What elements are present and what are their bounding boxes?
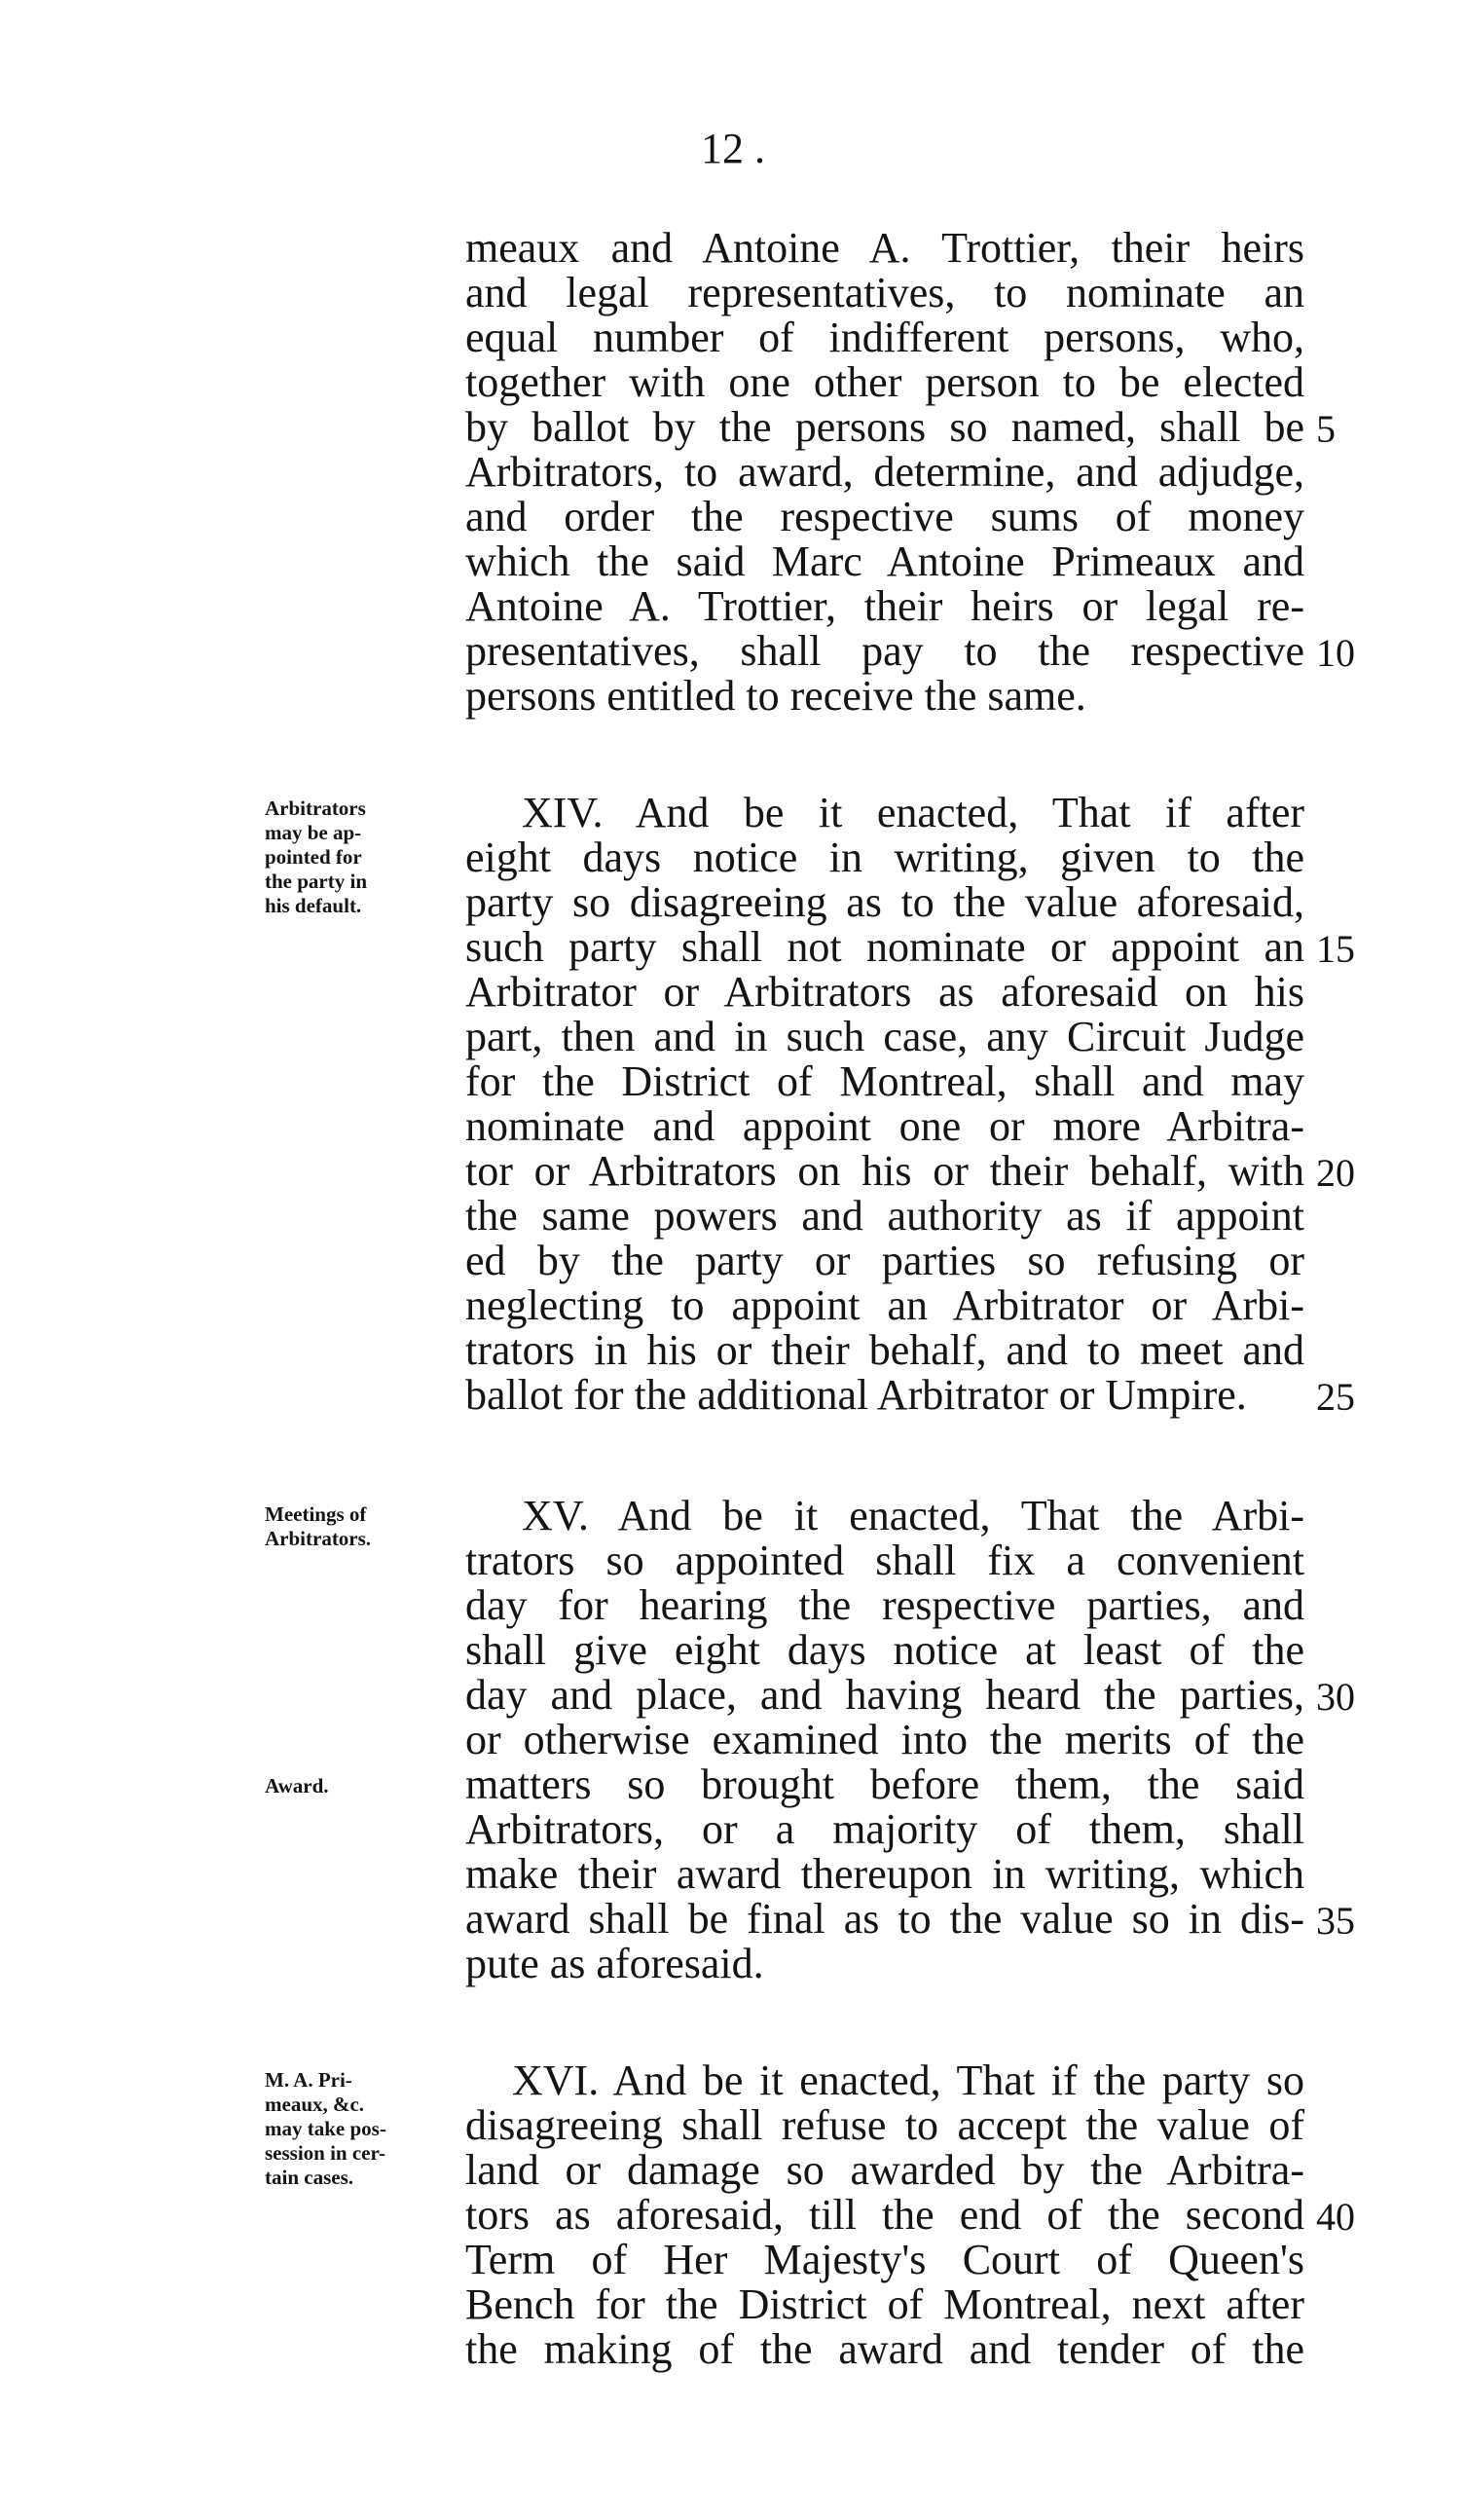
margin-note-line: pointed for xyxy=(265,845,362,869)
text-line: Arbitrators, to award, determine, and adjudge, xyxy=(465,448,1304,496)
text-line: the making of the award and tender of the xyxy=(465,2325,1304,2373)
text-line: the same powers and authority as if appoint xyxy=(465,1192,1304,1240)
text-line: part, then and in such case, any Circuit Judge xyxy=(465,1013,1304,1060)
text-line: ed by the party or parties so refusing or xyxy=(465,1237,1304,1284)
text-line: trators so appointed shall fix a convenient xyxy=(465,1537,1304,1584)
text-line: trators in his or their behalf, and to meet and xyxy=(465,1326,1304,1374)
text-line: presentatives, shall pay to the respective xyxy=(465,627,1304,675)
margin-note-arbitrators-default xyxy=(265,797,459,918)
text-line: pute as aforesaid. xyxy=(465,1940,764,1987)
text-line: ballot for the additional Arbitrator or Umpire. xyxy=(465,1371,1247,1419)
text-line: XIV. And be it enacted, That if after xyxy=(522,789,1304,836)
text-line: XVI. And be it enacted, That if the party so xyxy=(512,2057,1304,2104)
line-number: 30 xyxy=(1316,1675,1355,1719)
text-line: day and place, and having heard the parties, xyxy=(465,1671,1304,1719)
text-line: Term of Her Majesty's Court of Queen's xyxy=(465,2236,1304,2283)
margin-note-line: Arbitrators xyxy=(265,797,366,820)
margin-note-line: may be ap- xyxy=(265,821,362,844)
margin-note-line: Meetings of xyxy=(265,1502,367,1526)
text-line: and order the respective sums of money xyxy=(465,493,1304,540)
margin-note-line: session in cer- xyxy=(265,2141,386,2165)
text-line: such party shall not nominate or appoint an xyxy=(465,923,1304,971)
margin-note-line: his default. xyxy=(265,894,362,917)
text-line: tors as aforesaid, till the end of the second xyxy=(465,2191,1304,2239)
text-line: or otherwise examined into the merits of the xyxy=(465,1716,1304,1763)
margin-note-line: Arbitrators. xyxy=(265,1527,372,1550)
line-number: 35 xyxy=(1316,1899,1355,1943)
margin-note-line: may take pos- xyxy=(265,2117,386,2140)
line-number: 15 xyxy=(1316,927,1355,971)
text-line: day for hearing the respective parties, and xyxy=(465,1581,1304,1629)
text-line: award shall be final as to the value so in dis- xyxy=(465,1895,1304,1943)
text-line: shall give eight days notice at least of the xyxy=(465,1626,1304,1674)
margin-note-line: M. A. Pri- xyxy=(265,2068,352,2092)
margin-note-award xyxy=(265,1774,459,1798)
margin-note-primeaux xyxy=(265,2068,459,2190)
line-number: 25 xyxy=(1316,1375,1355,1419)
text-line: which the said Marc Antoine Primeaux and xyxy=(465,537,1304,585)
text-line: Bench for the District of Montreal, next after xyxy=(465,2280,1304,2328)
margin-note-line: the party in xyxy=(265,870,367,893)
line-number: 40 xyxy=(1316,2195,1355,2239)
text-line: party so disagreeing as to the value aforesaid, xyxy=(465,878,1304,926)
margin-note-line: tain cases. xyxy=(265,2166,353,2189)
text-line: nominate and appoint one or more Arbitra- xyxy=(465,1102,1304,1150)
text-line: land or damage so awarded by the Arbitra- xyxy=(465,2146,1304,2194)
text-line: Arbitrator or Arbitrators as aforesaid on his xyxy=(465,968,1304,1016)
text-line: and legal representatives, to nominate an xyxy=(465,269,1304,316)
text-line: persons entitled to receive the same. xyxy=(465,672,1086,720)
margin-note-meetings xyxy=(265,1502,459,1551)
text-line: Antoine A. Trottier, their heirs or legal re- xyxy=(465,582,1304,630)
line-number: 10 xyxy=(1316,631,1355,675)
text-line: disagreeing shall refuse to accept the value of xyxy=(465,2101,1304,2149)
page-number: 12 . xyxy=(701,125,765,172)
text-line: matters so brought before them, the said xyxy=(465,1760,1304,1808)
line-number: 20 xyxy=(1316,1151,1355,1195)
text-line: together with one other person to be elected xyxy=(465,358,1304,406)
text-line: Arbitrators, or a majority of them, shall xyxy=(465,1805,1304,1853)
text-line: neglecting to appoint an Arbitrator or Arbi- xyxy=(465,1281,1304,1329)
text-line: equal number of indifferent persons, who, xyxy=(465,314,1304,361)
margin-note-line: meaux, &c. xyxy=(265,2093,365,2116)
text-line: for the District of Montreal, shall and may xyxy=(465,1057,1304,1105)
text-line: eight days notice in writing, given to the xyxy=(465,834,1304,881)
line-number: 5 xyxy=(1316,407,1336,451)
text-line: tor or Arbitrators on his or their behalf, with xyxy=(465,1147,1304,1195)
text-line: by ballot by the persons so named, shall be xyxy=(465,403,1304,451)
margin-note-line: Award. xyxy=(265,1774,329,1797)
text-line: XV. And be it enacted, That the Arbi- xyxy=(522,1492,1304,1539)
text-line: meaux and Antoine A. Trottier, their heirs xyxy=(465,224,1304,272)
text-line: make their award thereupon in writing, which xyxy=(465,1850,1304,1898)
